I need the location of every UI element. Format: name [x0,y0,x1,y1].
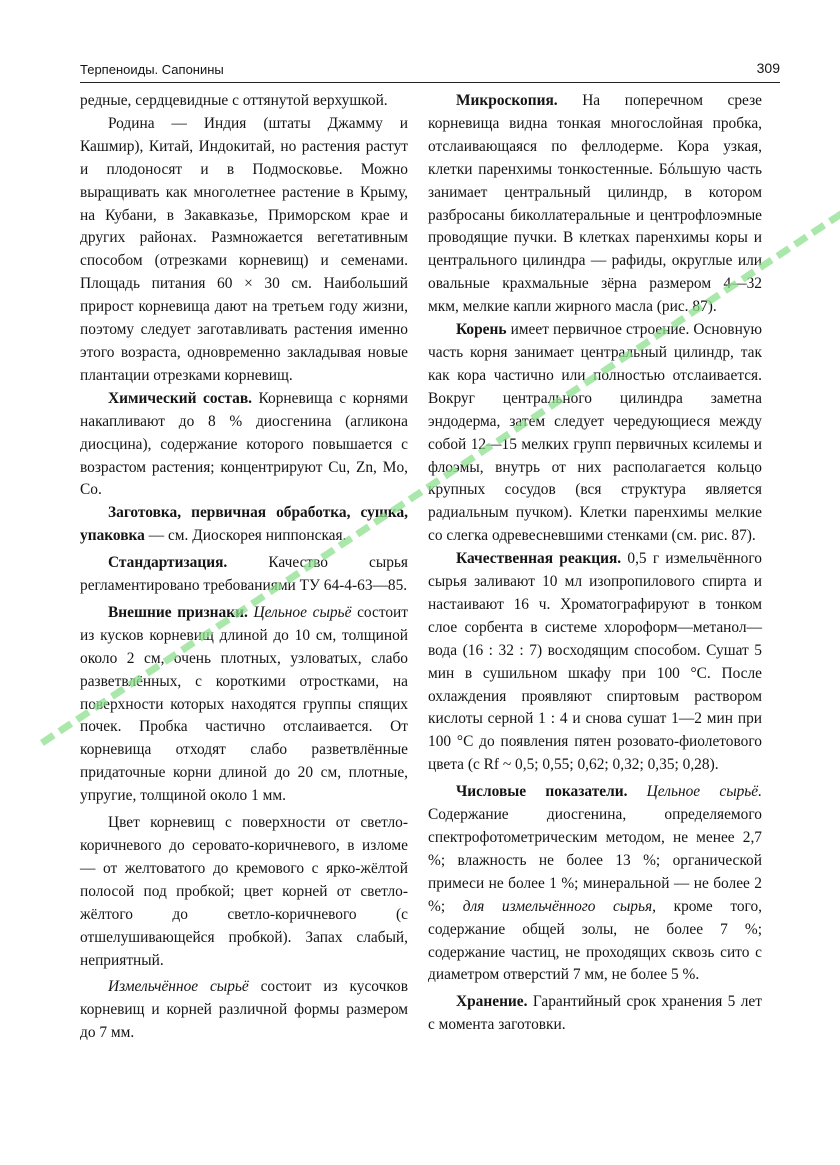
section-label: Хранение. [456,993,528,1011]
paragraph-leaf-shape: редные, сердцевидные с оттянутой верхушкой. [80,92,388,109]
page-header [80,58,780,80]
section-label: Микроскопия. [456,92,558,109]
paragraph-harvesting: Заготовка, первичная обработка, сушка, упаковка — см. Диоскорея ниппонская. [80,504,408,545]
page-number: 309 [756,60,780,76]
paragraph-microscopy: Микроскопия. На поперечном срезе корневища видна тонкая многослойная пробка, отслаивающаяся по феллодерме. Кора узкая, клетки паренхимы тонкостенные. Бóльшую часть занимает центральный цилиндр, в котором разбросаны биколлатеральные и центрофлоэмные проводящие пучки. В клетках паренхимы коры и центрального цилиндра — рафиды, округлые или овальные крахмальные зёрна размером 4—32 мкм, мелкие капли жирного масла (рис. 87). [428,92,762,316]
section-label: Заготовка, первичная обработка, сушка, упаковка [80,504,408,545]
paragraph-chemical-composition: Химический состав. Корневища с корнями накапливают до 8 % диосгенина (агликона диосцина), содержание которого повышается с возрастом растения; концентрируют Cu, Zn, Mo, Co. [80,389,408,499]
section-label: Качественная реакция. [456,550,622,568]
section-label: Корень [456,321,507,339]
left-column [80,90,408,1045]
paragraph-storage: Хранение. Гарантийный срок хранения 5 лет с момента заготовки. [428,993,762,1034]
header-rule [80,82,780,83]
section-label: Химический состав. [108,389,252,407]
section-label: Внешние признаки. [108,603,248,621]
paragraph-crushed-material: Измельчённое сырьё состоит из кусочков корневищ и корней различной формы размером до 7 мм. [80,978,408,1042]
paragraph-numeric-indicators: Числовые показатели. Цельное сырьё. Содержание диосгенина, определяемого спектрофотометрическим методом, не менее 2,7 %; влажность не более 13 %; органической примеси не более 1 %; минеральной — не более 2 %; для измельчённого сырья, кроме того, содержание общей золы, не более 7 %; содержание частиц, не проходящих сквозь сито с диаметром отверстий 7 мм, не более 5 %. [428,783,763,984]
paragraph-qualitative-reaction: Качественная реакция. 0,5 г измельчённого сырья заливают 10 мл изопропилового спирта и настаивают 16 ч. Хроматографируют в тонком слое сорбента в системе хлороформ—метанол—вода (16 : 32 : 7) восходящим способом. Сушат 5 мин в сушильном шкафу при 100 °С. После охлаждения проявляют спиртовым раствором кислоты серной 1 : 4 и снова сушат 1—2 мин при 100 °С до появления пятен розовато-фиолетового цвета (с Rf ~ 0,5; 0,55; 0,62; 0,32; 0,35; 0,28). [428,550,762,774]
running-title: Терпеноиды. Сапонины [80,62,224,77]
section-label: Стандартизация. [108,554,228,572]
section-label: Числовые показатели. [456,783,628,801]
paragraph-standardization: Стандартизация. Качество сырья регламентировано требованиями ТУ 64-4-63—85. [80,554,408,595]
paragraph-color: Цвет корневищ с поверхности от светло-коричневого до серовато-коричневого, в изломе — от желтоватого до кремового с ярко-жёлтой полосой под пробкой; цвет корней от светло-жёлтого до светло-коричневого (с отшелушивающейся пробкой). Запах слабый, неприятный. [80,814,408,969]
paragraph-external-features: Внешние признаки. Цельное сырьё состоит из кусков корневищ длиной до 10 см, толщиной около 2 см, очень плотных, узловатых, слабо разветвлённых, с короткими отростками, на поверхности которых находятся группы спящих почек. Пробка частично отслаивается. От корневища отходят слабо разветвлённые придаточные корни длиной до 20 см, плотные, упругие, толщиной около 1 мм. [80,603,408,805]
paragraph-root: Корень имеет первичное строение. Основную часть корня занимает центральный цилиндр, так как кора частично или полностью отслаивается. Вокруг центрального цилиндра заметна эндодерма, затем следует чередующиеся между собой 12—15 мелких групп первичных ксилемы и флоэмы, внутрь от них располагается кольцо крупных сосудов (вся структура является радиальным пучком). Клетки паренхимы мелкие со слегка одревесневшими стенками (см. рис. 87). [428,321,762,545]
right-column [428,90,762,1037]
paragraph-homeland: Родина — Индия (штаты Джамму и Кашмир), Китай, Индокитай, но растения растут и плодоносят и в Подмосковье. Можно выращивать как многолетнее растение в Крыму, на Кубани, в Закавказье, Приморском крае и других районах. Размножается вегетативным способом (отрезками корневищ) и семенами. Площадь питания 60 × 30 см. Наибольший прирост корневища дают на третьем году жизни, поэтому следует заготавливать растения именно этого возраста, одновременно закладывая новые плантации отрезками корневищ. [80,114,408,384]
